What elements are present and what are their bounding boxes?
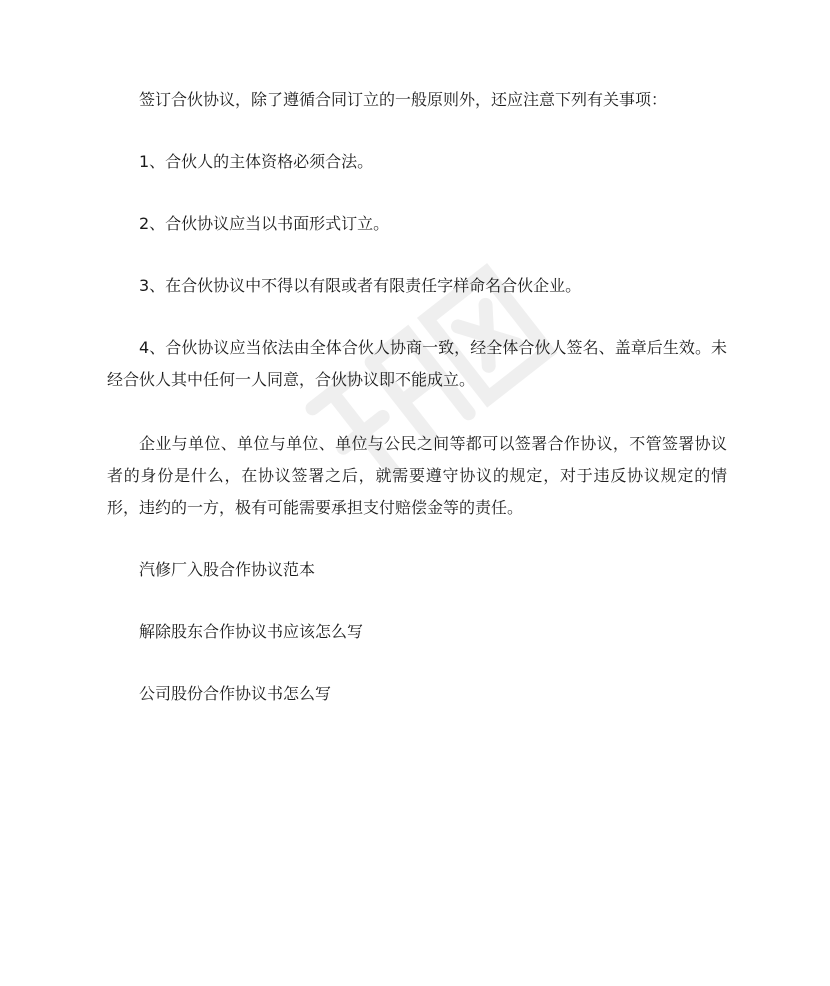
item-paragraph-3: 3、在合伙协议中不得以有限或者有限责任字样命名合伙企业。 [139,276,582,295]
related-link-1[interactable]: 汽修厂入股合作协议范本 [139,560,316,579]
summary-paragraph: 企业与单位、单位与单位、单位与公民之间等都可以签署合作协议，不管签署协议者的身份是什么，在协议签署之后，就需要遵守协议的规定，对于违反协议规定的情形，违约的一方，极有可能需要承担支付赔偿金等的责任。 [107,434,727,517]
item-paragraph-1: 1、合伙人的主体资格必须合法。 [139,152,374,171]
related-link-3[interactable]: 公司股份合作协议书怎么写 [139,684,332,703]
related-link-2[interactable]: 解除股东合作协议书应该怎么写 [139,622,364,641]
intro-paragraph: 签订合伙协议，除了遵循合同订立的一般原则外，还应注意下列有关事项： [139,90,668,109]
item-paragraph-4: 4、合伙协议应当依法由全体合伙人协商一致，经全体合伙人签名、盖章后生效。未经合伙人其中任何一人同意，合伙协议即不能成立。 [107,338,727,389]
item-paragraph-2: 2、合伙协议应当以书面形式订立。 [139,214,390,233]
